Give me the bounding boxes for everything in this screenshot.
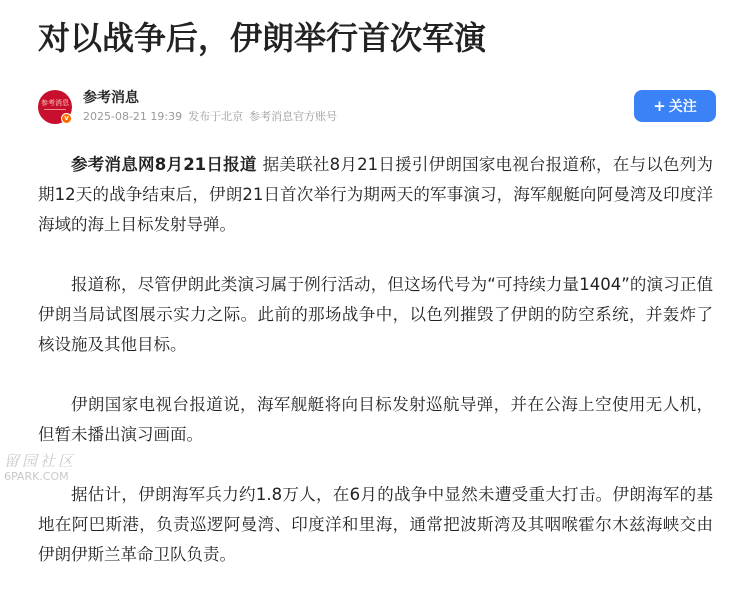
publish-time: 2025-08-21 19:39 [83,110,183,123]
publish-location: 发布于北京 [188,110,244,123]
article-paragraph [38,480,713,570]
paragraph-text: 报道称，尽管伊朗此类演习属于例行活动，但这场代号为“可持续力量1404”的演习正值伊朗当局试图展示实力之际。此前的那场战争中，以色列摧毁了伊朗的防空系统，并轰炸了核设施及其他目标。 [38,275,713,354]
watermark-en: 6PARK.COM [4,470,69,483]
plus-icon: + [653,97,666,115]
paragraph-text: 据估计，伊朗海军兵力约1.8万人，在6月的战争中显然未遭受重大打击。伊朗海军的基地在阿巴斯港，负责巡逻阿曼湾、印度洋和里海，通常把波斯湾及其咽喉霍尔木兹海峡交由伊朗伊斯兰革命卫队负责。 [38,485,713,564]
avatar-divider [44,109,66,110]
verified-badge-icon: v [61,113,72,124]
paragraph-lead: 参考消息网8月21日报道 [71,155,257,174]
article-paragraph [38,150,713,240]
account-type: 参考消息官方账号 [249,110,338,123]
follow-label: 关注 [668,99,697,115]
follow-button[interactable] [634,90,716,122]
paragraph-text: 据美联社8月21日援引伊朗国家电视台报道称，在与以色列为期12天的战争结束后，伊朗21日首次举行为期两天的军事演习，海军舰艇向阿曼湾及印度洋海域的海上目标发射导弹。 [38,155,713,234]
article-title: 对以战争后，伊朗举行首次军演 [38,19,487,57]
article-body [38,150,713,600]
author-name[interactable]: 参考消息 [83,90,139,106]
avatar-logo-text: 参考消息 [41,99,69,107]
paragraph-text: 伊朗国家电视台报道说，海军舰艇将向目标发射巡航导弹，并在公海上空使用无人机，但暂未播出演习画面。 [38,395,713,444]
watermark-cn: 留园社区 [4,452,77,470]
article-meta [83,109,343,125]
article-paragraph [38,390,713,450]
article-paragraph [38,270,713,360]
